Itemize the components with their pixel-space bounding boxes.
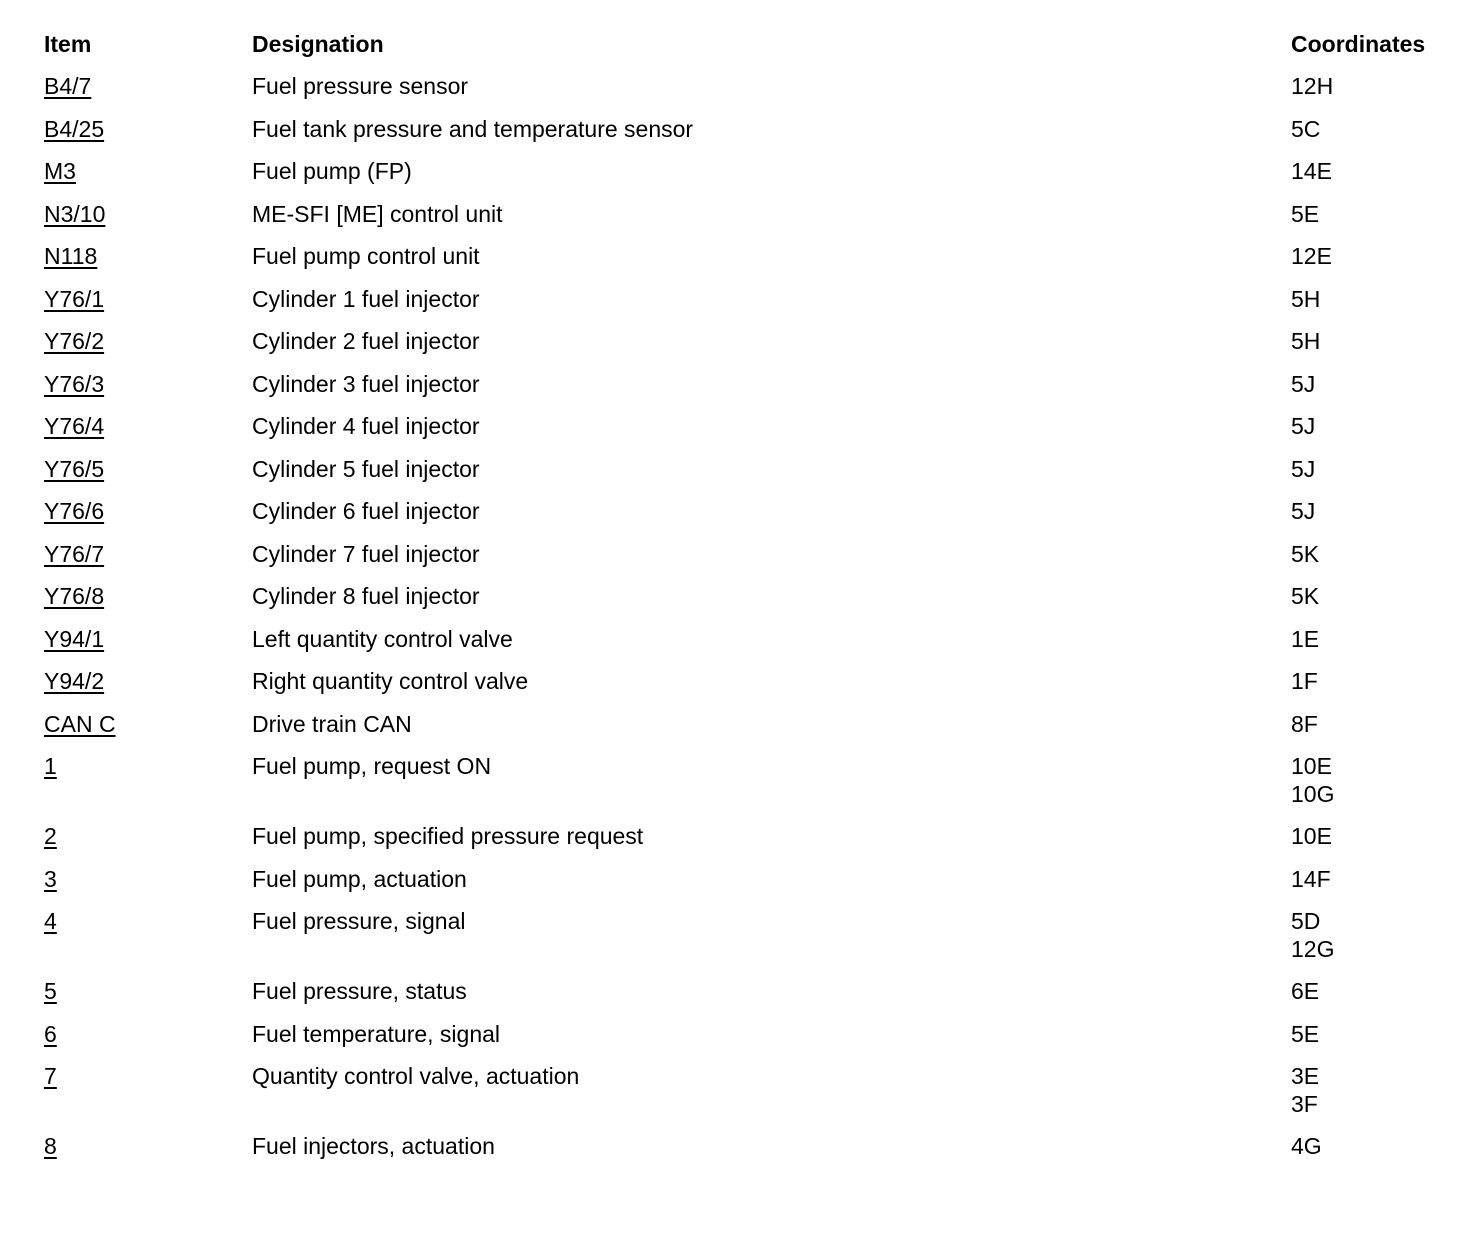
designation-cell: Fuel pump, specified pressure request: [252, 823, 644, 849]
designation-cell: Cylinder 2 fuel injector: [252, 328, 480, 354]
item-cell: [44, 497, 252, 525]
table-row: [44, 1020, 1454, 1063]
table-row: [44, 497, 1454, 540]
item-link[interactable]: Y76/3: [44, 370, 105, 397]
designation-cell: Cylinder 6 fuel injector: [252, 498, 480, 524]
table-row: [44, 977, 1454, 1020]
coordinates-cell: 1F: [1291, 668, 1318, 694]
item-link[interactable]: Y76/7: [44, 540, 105, 567]
item-cell: [44, 822, 252, 850]
item-cell: [44, 115, 252, 143]
coordinates-cell: 5D 12G: [1291, 908, 1335, 962]
coordinates-cell: 5H: [1291, 285, 1321, 312]
table-row: [44, 667, 1454, 710]
coordinates-cell: 3E 3F: [1291, 1063, 1320, 1117]
table-row: [44, 625, 1454, 668]
item-link[interactable]: 4: [44, 908, 57, 934]
designation-cell: Right quantity control valve: [252, 668, 529, 694]
coordinates-cell: 5E: [1291, 1020, 1320, 1047]
coordinates-cell: 1E: [1291, 625, 1320, 652]
table-row: [44, 285, 1454, 328]
item-cell: [44, 1062, 252, 1090]
item-link[interactable]: CAN C: [44, 710, 116, 737]
item-link[interactable]: N3/10: [44, 200, 106, 227]
table-row: [44, 822, 1454, 865]
table-row: [44, 540, 1454, 583]
item-cell: [44, 865, 252, 893]
item-cell: [44, 1132, 252, 1160]
item-link[interactable]: Y76/1: [44, 285, 105, 312]
coordinates-column-header: Coordinates: [1291, 31, 1426, 57]
designation-cell: Fuel tank pressure and temperature sensor: [252, 115, 694, 142]
designation-cell: Fuel pump, request ON: [252, 753, 492, 779]
item-link[interactable]: 3: [44, 865, 57, 892]
item-cell: [44, 582, 252, 610]
item-cell: [44, 242, 252, 270]
table-row: [44, 370, 1454, 413]
coordinates-cell: 14F: [1291, 865, 1331, 892]
coordinates-cell: 12H: [1291, 73, 1334, 99]
item-link[interactable]: Y94/2: [44, 668, 105, 694]
item-link[interactable]: Y76/6: [44, 498, 105, 524]
item-link[interactable]: Y76/4: [44, 413, 105, 439]
table-row: [44, 115, 1454, 158]
designation-cell: Drive train CAN: [252, 710, 412, 737]
designation-column-header: Designation: [252, 31, 384, 57]
coordinates-cell: 5K: [1291, 583, 1320, 609]
table-body: [44, 72, 1454, 1175]
item-link[interactable]: M3: [44, 158, 76, 184]
designation-cell: Fuel pressure, signal: [252, 908, 466, 934]
item-cell: [44, 977, 252, 1005]
item-cell: [44, 540, 252, 568]
item-cell: [44, 370, 252, 398]
item-cell: [44, 412, 252, 440]
designation-cell: Fuel pressure sensor: [252, 73, 469, 99]
item-link[interactable]: 6: [44, 1020, 57, 1047]
table-row: [44, 1062, 1454, 1132]
designation-cell: Fuel injectors, actuation: [252, 1133, 495, 1159]
designation-cell: Left quantity control valve: [252, 625, 513, 652]
coordinates-cell: 10E: [1291, 823, 1332, 849]
item-link[interactable]: Y76/8: [44, 583, 105, 609]
table-row: [44, 200, 1454, 243]
designation-cell: Cylinder 1 fuel injector: [252, 285, 480, 312]
item-cell: [44, 752, 252, 780]
legend-table: [44, 30, 1454, 1175]
designation-cell: Cylinder 3 fuel injector: [252, 370, 480, 397]
coordinates-cell: 10E 10G: [1291, 753, 1335, 807]
item-cell: [44, 285, 252, 313]
designation-cell: Fuel pump control unit: [252, 243, 480, 269]
item-link[interactable]: B4/7: [44, 73, 92, 99]
item-cell: [44, 72, 252, 100]
item-link[interactable]: 1: [44, 753, 57, 779]
coordinates-cell: 8F: [1291, 710, 1318, 737]
coordinates-cell: 5E: [1291, 200, 1320, 227]
table-row: [44, 157, 1454, 200]
item-cell: [44, 157, 252, 185]
table-row: [44, 582, 1454, 625]
coordinates-cell: 14E: [1291, 158, 1332, 184]
coordinates-cell: 6E: [1291, 978, 1320, 1004]
designation-cell: Cylinder 8 fuel injector: [252, 583, 480, 609]
item-link[interactable]: B4/25: [44, 115, 105, 142]
coordinates-cell: 5J: [1291, 498, 1316, 524]
item-link[interactable]: N118: [44, 243, 98, 269]
designation-cell: Cylinder 4 fuel injector: [252, 413, 480, 439]
item-cell: [44, 667, 252, 695]
designation-cell: Fuel pump (FP): [252, 158, 412, 184]
item-cell: [44, 710, 252, 738]
table-row: [44, 412, 1454, 455]
item-cell: [44, 907, 252, 935]
item-cell: [44, 327, 252, 355]
item-link[interactable]: 7: [44, 1063, 57, 1089]
table-row: [44, 1132, 1454, 1175]
item-cell: [44, 455, 252, 483]
item-link[interactable]: 5: [44, 978, 57, 1004]
designation-cell: Cylinder 7 fuel injector: [252, 540, 480, 567]
coordinates-cell: 4G: [1291, 1133, 1322, 1159]
coordinates-cell: 5J: [1291, 455, 1316, 482]
designation-cell: ME-SFI [ME] control unit: [252, 200, 503, 227]
item-link[interactable]: 2: [44, 823, 57, 849]
coordinates-cell: 5C: [1291, 115, 1321, 142]
coordinates-cell: 12E: [1291, 243, 1332, 269]
coordinates-cell: 5J: [1291, 370, 1316, 397]
item-cell: [44, 200, 252, 228]
coordinates-cell: 5K: [1291, 540, 1320, 567]
item-link[interactable]: Y76/2: [44, 328, 105, 354]
table-row: [44, 710, 1454, 753]
coordinates-cell: 5J: [1291, 413, 1316, 439]
designation-cell: Fuel temperature, signal: [252, 1020, 501, 1047]
table-row: [44, 907, 1454, 977]
designation-cell: Fuel pressure, status: [252, 978, 467, 1004]
item-cell: [44, 1020, 252, 1048]
table-header: [44, 30, 1454, 72]
coordinates-cell: 5H: [1291, 328, 1321, 354]
item-link[interactable]: Y76/5: [44, 455, 105, 482]
item-column-header: Item: [44, 31, 92, 57]
item-link[interactable]: 8: [44, 1133, 57, 1159]
item-cell: [44, 625, 252, 653]
table-row: [44, 327, 1454, 370]
designation-cell: Fuel pump, actuation: [252, 865, 467, 892]
table-row: [44, 752, 1454, 822]
item-link[interactable]: Y94/1: [44, 625, 105, 652]
designation-cell: Quantity control valve, actuation: [252, 1063, 580, 1089]
designation-cell: Cylinder 5 fuel injector: [252, 455, 480, 482]
table-row: [44, 455, 1454, 498]
table-row: [44, 865, 1454, 908]
table-row: [44, 72, 1454, 115]
table-row: [44, 242, 1454, 285]
